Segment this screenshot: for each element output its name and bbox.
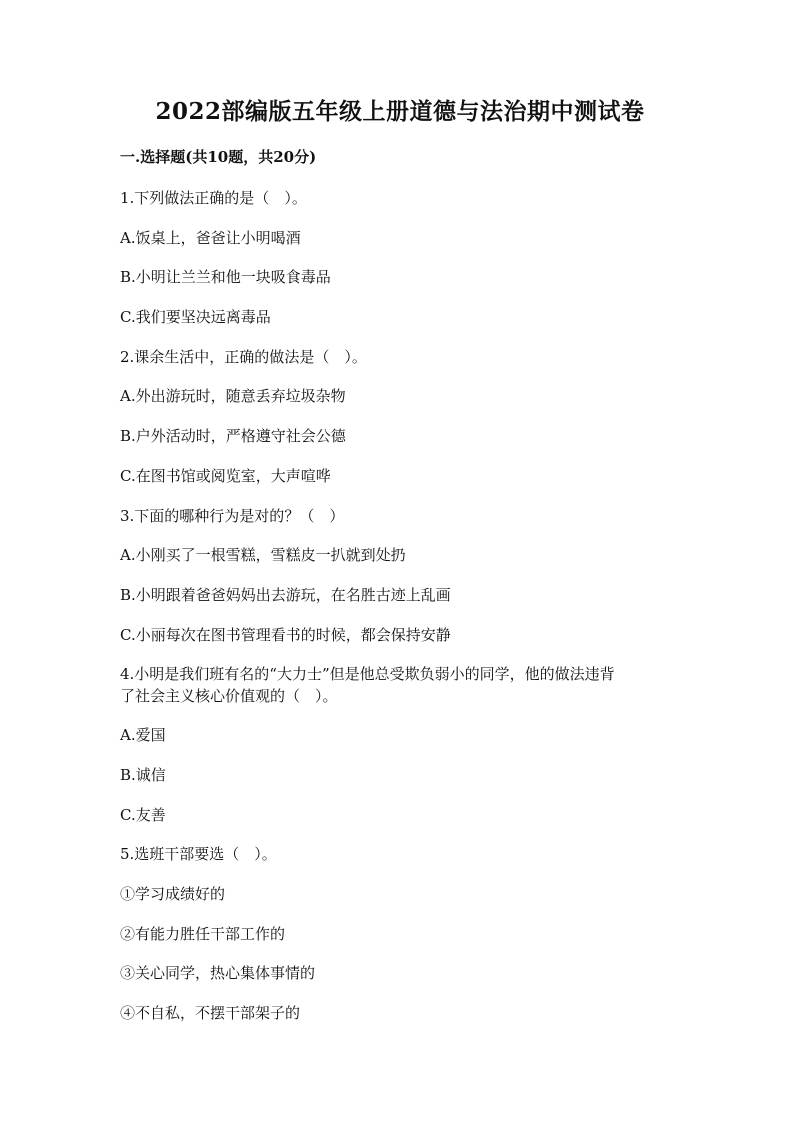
option-b: B.户外活动时，严格遵守社会公德	[120, 427, 346, 445]
option-c: C.小丽每次在图书管理看书的时候，都会保持安静	[120, 626, 451, 644]
option-b: B.小明让兰兰和他一块吸食毒品	[120, 268, 331, 286]
choice-2: ②有能力胜任干部工作的	[120, 925, 286, 943]
document-title: 2022部编版五年级上册道德与法治期中测试卷	[155, 98, 645, 125]
option-b: B.小明跟着爸爸妈妈出去游玩，在名胜古迹上乱画	[120, 586, 451, 604]
option-c: C.在图书馆或阅览室，大声喧哗	[120, 467, 331, 485]
choice-1: ①学习成绩好的	[120, 885, 226, 903]
question-stem: 2.课余生活中，正确的做法是（ ）。	[120, 348, 367, 366]
option-b: B.诚信	[120, 766, 166, 784]
option-a: A.小刚买了一根雪糕，雪糕皮一扒就到处扔	[120, 546, 406, 564]
option-a: A.饭桌上，爸爸让小明喝酒	[120, 229, 301, 247]
question-stem-line-1: 4.小明是我们班有名的“大力士”但是他总受欺负弱小的同学，他的做法违背	[120, 665, 615, 683]
choice-4: ④不自私，不摆干部架子的	[120, 1004, 301, 1022]
choice-3: ③关心同学，热心集体事情的	[120, 964, 316, 982]
question-stem: 5.选班干部要选（ ）。	[120, 845, 277, 863]
question-stem: 1.下列做法正确的是（ ）。	[120, 189, 307, 207]
option-a: A.爱国	[120, 726, 166, 744]
question-stem-line-2: 了社会主义核心价值观的（ ）。	[120, 687, 338, 705]
option-c: C.友善	[120, 806, 166, 824]
option-c: C.我们要坚决远离毒品	[120, 308, 271, 326]
question-stem: 3.下面的哪种行为是对的？（ ）	[120, 507, 345, 525]
option-a: A.外出游玩时，随意丢弃垃圾杂物	[120, 387, 346, 405]
section-heading: 一.选择题(共10题，共20分)	[120, 148, 317, 166]
